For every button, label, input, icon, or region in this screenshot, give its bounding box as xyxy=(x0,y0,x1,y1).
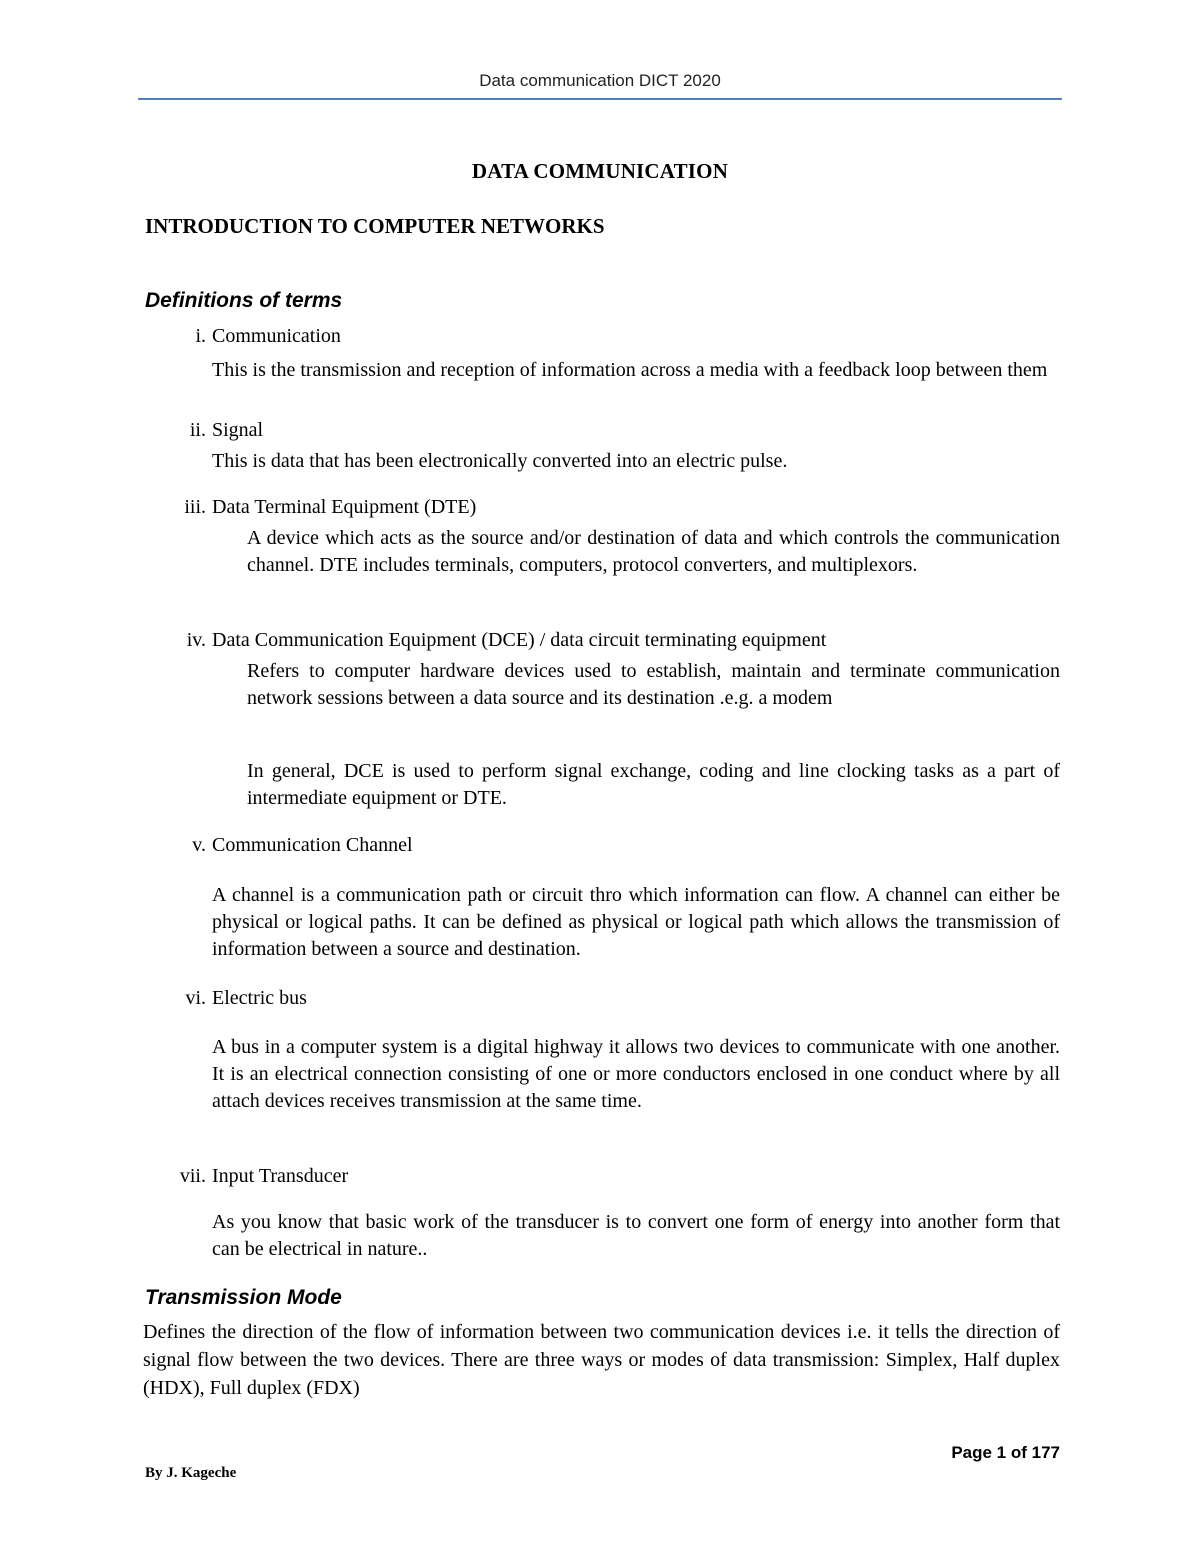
item-number: iii. xyxy=(184,496,206,518)
item-number: vi. xyxy=(185,987,206,1009)
definition-text: In general, DCE is used to perform signal exchange, coding and line clocking tasks as a part of intermediate equipment or DTE. xyxy=(247,760,1060,809)
transmission-heading: Transmission Mode xyxy=(145,1286,342,1309)
author: By J. Kageche xyxy=(145,1465,237,1481)
item-term: Input Transducer xyxy=(212,1165,349,1187)
item-number: vii. xyxy=(179,1165,206,1187)
item-term: Data Terminal Equipment (DTE) xyxy=(212,496,477,518)
definition-text: As you know that basic work of the transducer is to convert one form of energy into another form that can be electrical in nature.. xyxy=(212,1211,1060,1260)
definition-text: Refers to computer hardware devices used to establish, maintain and terminate communication network sessions between a data source and its destination .e.g. a modem xyxy=(247,660,1060,709)
page-header: Data communication DICT 2020 xyxy=(479,71,721,90)
item-term: Signal xyxy=(212,419,264,441)
definitions-heading: Definitions of terms xyxy=(145,289,343,312)
definition-text: A bus in a computer system is a digital highway it allows two devices to communicate with one another. It is an electrical connection consisting of one or more conductors enclosed in one conduct where by all attach devices receives transmission at the same time. xyxy=(212,1036,1060,1112)
item-term: Communication Channel xyxy=(212,834,413,856)
definition-text: This is data that has been electronically converted into an electric pulse. xyxy=(212,450,788,472)
item-number: v. xyxy=(192,834,206,856)
item-term: Electric bus xyxy=(212,987,307,1009)
definition-text: This is the transmission and reception of information across a media with a feedback loop between them xyxy=(212,359,1048,381)
page-number: Page 1 of 177 xyxy=(951,1443,1060,1462)
item-term: Data Communication Equipment (DCE) / data circuit terminating equipment xyxy=(212,629,827,651)
item-number: iv. xyxy=(186,629,206,651)
transmission-text: Defines the direction of the flow of information between two communication devices i.e. it tells the direction of signal flow between the two devices. There are three ways or modes of data transmission: Simplex, Half duplex (HDX), Full duplex (FDX) xyxy=(143,1321,1060,1399)
document-title: DATA COMMUNICATION xyxy=(471,159,729,183)
item-number: i. xyxy=(195,325,206,347)
definition-text: A channel is a communication path or circuit thro which information can flow. A channel can either be physical or logical paths. It can be defined as physical or logical path which allows the transmission of information between a source and destination. xyxy=(212,884,1060,960)
item-term: Communication xyxy=(212,325,341,347)
section-title: INTRODUCTION TO COMPUTER NETWORKS xyxy=(145,214,605,238)
header-rule xyxy=(138,98,1062,100)
definition-text: A device which acts as the source and/or destination of data and which controls the communication channel. DTE includes terminals, computers, protocol converters, and multiplexors. xyxy=(247,527,1060,576)
item-number: ii. xyxy=(189,419,206,441)
